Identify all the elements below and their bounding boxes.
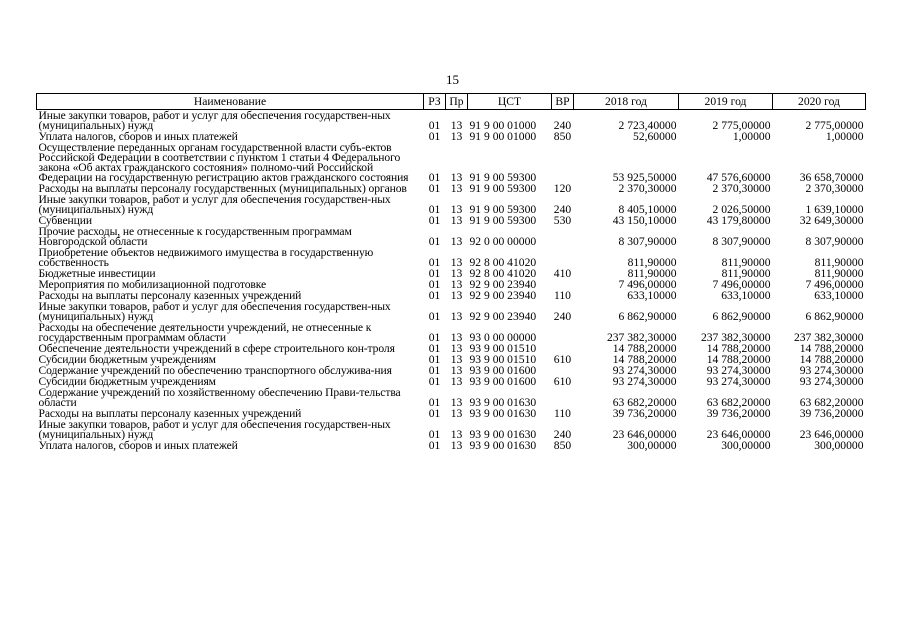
row-cst: 91 9 00 59300 [469, 171, 537, 184]
row-2020: 93 274,30000 [799, 364, 864, 377]
row-cst: 93 9 00 01630 [469, 439, 537, 452]
row-vr: 110 [554, 407, 571, 420]
row-vr: 530 [553, 214, 572, 227]
page-number: 15 [446, 72, 459, 87]
row-pr: 13 [450, 214, 463, 227]
row-rz: 01 [428, 119, 441, 132]
header-cst: ЦСТ [468, 94, 552, 110]
row-2020: 63 682,20000 [799, 396, 864, 409]
row-name: Приобретение объектов недвижимого имущества в государственную собственность [38, 246, 374, 269]
row-cst: 92 9 00 23940 [469, 310, 537, 323]
row-pr: 13 [450, 428, 463, 441]
row-rz: 01 [428, 203, 441, 216]
row-pr: 13 [450, 203, 463, 216]
row-2020: 6 862,90000 [805, 310, 864, 323]
row-rz: 01 [428, 130, 441, 143]
row-name: Иные закупки товаров, работ и услуг для обеспечения государствен-ных (муниципальных) нужд [38, 193, 391, 216]
row-2020: 8 307,90000 [805, 235, 864, 248]
row-name: Содержание учреждений по обеспечению транспортного обслужива-ния [38, 364, 392, 377]
table-row [37, 194, 866, 215]
row-vr: 410 [553, 267, 572, 280]
row-name: Иные закупки товаров, работ и услуг для обеспечения государствен-ных (муниципальных) нужд [38, 109, 391, 132]
row-2018: 237 382,30000 [606, 331, 677, 344]
row-2019: 633,10000 [721, 289, 771, 302]
row-name: Расходы на выплаты персоналу казенных учреждений [38, 289, 302, 302]
row-2018: 811,90000 [627, 256, 677, 269]
row-2019: 63 682,20000 [706, 396, 771, 409]
row-name: Уплата налогов, сборов и иных платежей [38, 130, 238, 143]
row-pr: 13 [450, 375, 463, 388]
row-rz: 01 [428, 396, 441, 409]
row-cst: 93 9 00 01510 [469, 353, 537, 366]
row-2019: 43 179,80000 [706, 214, 771, 227]
row-2019: 6 862,90000 [712, 310, 771, 323]
row-pr: 13 [450, 353, 463, 366]
row-cst: 91 9 00 01000 [469, 130, 537, 143]
row-2020: 93 274,30000 [799, 375, 864, 388]
header-vr: ВР [552, 94, 574, 110]
row-2018: 8 405,10000 [618, 203, 677, 216]
row-2019: 93 274,30000 [706, 375, 771, 388]
row-rz: 01 [428, 235, 441, 248]
table-row [37, 322, 866, 343]
row-2018: 7 496,00000 [618, 278, 677, 291]
row-2018: 2 723,40000 [618, 119, 677, 132]
row-vr: 610 [553, 353, 572, 366]
row-cst: 93 9 00 01510 [469, 342, 537, 355]
row-rz: 01 [428, 428, 441, 441]
row-rz: 01 [428, 289, 441, 302]
row-vr: 850 [553, 439, 572, 452]
header-name: Наименование [37, 94, 424, 110]
table-header-row [37, 94, 866, 110]
row-2018: 300,00000 [627, 439, 677, 452]
header-2018: 2018 год [574, 94, 679, 110]
row-vr: 850 [553, 130, 572, 143]
row-2018: 53 925,50000 [612, 171, 677, 184]
row-rz: 01 [428, 267, 441, 280]
row-pr: 13 [450, 407, 463, 420]
row-cst: 93 9 00 01630 [469, 396, 537, 409]
row-vr [552, 226, 574, 247]
header-rz: РЗ [424, 94, 446, 110]
row-name: Бюджетные инвестиции [38, 267, 156, 280]
row-pr: 13 [450, 396, 463, 409]
row-rz: 01 [428, 278, 441, 291]
row-cst: 91 9 00 01000 [469, 119, 537, 132]
row-pr: 13 [450, 278, 463, 291]
row-pr: 13 [450, 310, 463, 323]
row-pr: 13 [450, 342, 463, 355]
row-pr: 13 [450, 267, 463, 280]
row-pr: 13 [450, 289, 463, 302]
row-rz: 01 [428, 331, 441, 344]
row-2020: 2 370,30000 [805, 182, 864, 195]
row-rz: 01 [428, 256, 441, 269]
row-2020: 300,00000 [814, 439, 864, 452]
header-2019: 2019 год [679, 94, 773, 110]
row-cst: 92 8 00 41020 [469, 256, 537, 269]
table-row [37, 110, 866, 132]
row-2019: 300,00000 [721, 439, 771, 452]
row-2020: 1,00000 [825, 130, 864, 143]
row-name: Расходы на выплаты персоналу казенных учреждений [38, 407, 302, 420]
row-2019: 2 370,30000 [712, 182, 771, 195]
row-2019: 237 382,30000 [700, 331, 771, 344]
row-rz: 01 [428, 310, 441, 323]
row-pr: 13 [450, 331, 463, 344]
row-2019: 2 775,00000 [712, 119, 771, 132]
row-2018: 2 370,30000 [618, 182, 677, 195]
row-cst: 92 8 00 41020 [469, 267, 537, 280]
row-cst: 91 9 00 59300 [469, 214, 537, 227]
row-2018: 52,60000 [633, 130, 677, 143]
row-name: Уплата налогов, сборов и иных платежей [38, 439, 238, 452]
row-name: Субсидии бюджетным учреждениям [38, 353, 216, 366]
row-2019: 8 307,90000 [712, 235, 771, 248]
row-vr: 240 [553, 428, 572, 441]
row-2020: 39 736,20000 [799, 407, 864, 420]
row-2020: 7 496,00000 [805, 278, 864, 291]
row-name: Мероприятия по мобилизационной подготовке [38, 278, 267, 291]
row-2019: 23 646,00000 [706, 428, 771, 441]
row-2020: 811,90000 [814, 267, 864, 280]
row-cst: 93 9 00 01630 [469, 428, 537, 441]
row-2018: 43 150,10000 [612, 214, 677, 227]
row-pr: 13 [450, 256, 463, 269]
row-2020: 14 788,20000 [799, 342, 864, 355]
table-row [37, 226, 866, 247]
row-cst: 92 0 00 00000 [469, 235, 537, 248]
row-cst: 91 9 00 59300 [469, 182, 537, 195]
row-cst: 93 9 00 01600 [469, 364, 537, 377]
row-2020: 36 658,70000 [799, 171, 864, 184]
row-2020: 14 788,20000 [799, 353, 864, 366]
row-2019: 811,90000 [721, 256, 771, 269]
row-vr [552, 247, 574, 268]
row-2018: 63 682,20000 [612, 396, 677, 409]
row-cst: 93 9 00 01600 [469, 375, 537, 388]
row-2019: 1,00000 [732, 130, 771, 143]
row-rz: 01 [428, 353, 441, 366]
header-2020: 2020 год [773, 94, 866, 110]
row-rz: 01 [428, 375, 441, 388]
header-pr: Пр [446, 94, 468, 110]
table-row [37, 419, 866, 440]
row-2018: 14 788,20000 [612, 342, 677, 355]
row-name: Субвенции [38, 214, 92, 227]
row-2019: 14 788,20000 [706, 342, 771, 355]
row-2019: 2 026,50000 [712, 203, 771, 216]
row-2020: 811,90000 [814, 256, 864, 269]
row-2018: 6 862,90000 [618, 310, 677, 323]
row-vr: 120 [553, 182, 572, 195]
row-2018: 8 307,90000 [618, 235, 677, 248]
row-cst: 91 9 00 59300 [469, 203, 537, 216]
row-cst: 92 9 00 23940 [469, 289, 537, 302]
row-pr: 13 [450, 439, 463, 452]
row-pr: 13 [450, 235, 463, 248]
row-pr: 13 [450, 119, 463, 132]
row-vr: 610 [553, 375, 572, 388]
row-2019: 811,90000 [721, 267, 771, 280]
row-2018: 811,90000 [627, 267, 677, 280]
row-vr [552, 142, 574, 183]
row-2020: 2 775,00000 [805, 119, 864, 132]
row-2019: 93 274,30000 [706, 364, 771, 377]
table-row [37, 301, 866, 322]
row-2018: 93 274,30000 [612, 364, 677, 377]
row-rz: 01 [428, 342, 441, 355]
row-2020: 633,10000 [814, 289, 864, 302]
row-rz: 01 [428, 364, 441, 377]
row-name: Иные закупки товаров, работ и услуг для обеспечения государствен-ных (муниципальных) нужд [38, 418, 391, 441]
row-2020: 1 639,10000 [805, 203, 864, 216]
row-vr [552, 387, 574, 408]
row-2020: 32 649,30000 [799, 214, 864, 227]
row-2019: 14 788,20000 [706, 353, 771, 366]
row-2018: 14 788,20000 [612, 353, 677, 366]
row-pr: 13 [450, 171, 463, 184]
row-rz: 01 [428, 214, 441, 227]
row-2020: 237 382,30000 [793, 331, 864, 344]
table-row [37, 387, 866, 408]
row-name: Прочие расходы, не отнесенные к государственным программам Новгородской области [38, 225, 352, 248]
row-vr: 240 [553, 203, 572, 216]
row-2018: 39 736,20000 [612, 407, 677, 420]
row-vr: 240 [553, 310, 572, 323]
row-2019: 47 576,60000 [706, 171, 771, 184]
row-name: Расходы на обеспечение деятельности учреждений, не отнесенные к государственным программам области [38, 321, 372, 344]
table-row [37, 247, 866, 268]
row-cst: 93 9 00 01630 [469, 407, 537, 420]
row-name: Иные закупки товаров, работ и услуг для обеспечения государствен-ных (муниципальных) нужд [38, 300, 391, 323]
row-pr: 13 [450, 130, 463, 143]
row-pr: 13 [450, 182, 463, 195]
row-vr: 110 [554, 289, 571, 302]
row-2019: 39 736,20000 [706, 407, 771, 420]
row-name: Содержание учреждений по хозяйственному обеспечению Прави-тельства области [38, 386, 401, 409]
row-name: Субсидии бюджетным учреждениям [38, 375, 216, 388]
row-2018: 633,10000 [627, 289, 677, 302]
table-row [37, 142, 866, 183]
row-2019: 7 496,00000 [712, 278, 771, 291]
row-2020: 23 646,00000 [799, 428, 864, 441]
row-rz: 01 [428, 407, 441, 420]
row-pr: 13 [450, 364, 463, 377]
row-vr [552, 322, 574, 343]
table-row [37, 440, 866, 451]
row-rz: 01 [428, 439, 441, 452]
row-rz: 01 [428, 182, 441, 195]
row-name: Обеспечение деятельности учреждений в сфере строительного кон-троля [38, 342, 395, 355]
row-2018: 23 646,00000 [612, 428, 677, 441]
budget-table [36, 93, 866, 451]
row-name: Осуществление переданных органам государственной власти субъ-ектов Российской Федерации в соответствии с пунктом 1 статьи 4 Федерального закона «Об актах гражданского состояния» полномо-чий Российской Федерации на государственную регистрацию актов гражданского состояния [38, 141, 409, 184]
row-name: Расходы на выплаты персоналу государственных (муниципальных) органов [38, 182, 407, 195]
row-vr: 240 [553, 119, 572, 132]
row-cst: 92 9 00 23940 [469, 278, 537, 291]
row-2018: 93 274,30000 [612, 375, 677, 388]
row-cst: 93 0 00 00000 [469, 331, 537, 344]
row-rz: 01 [428, 171, 441, 184]
